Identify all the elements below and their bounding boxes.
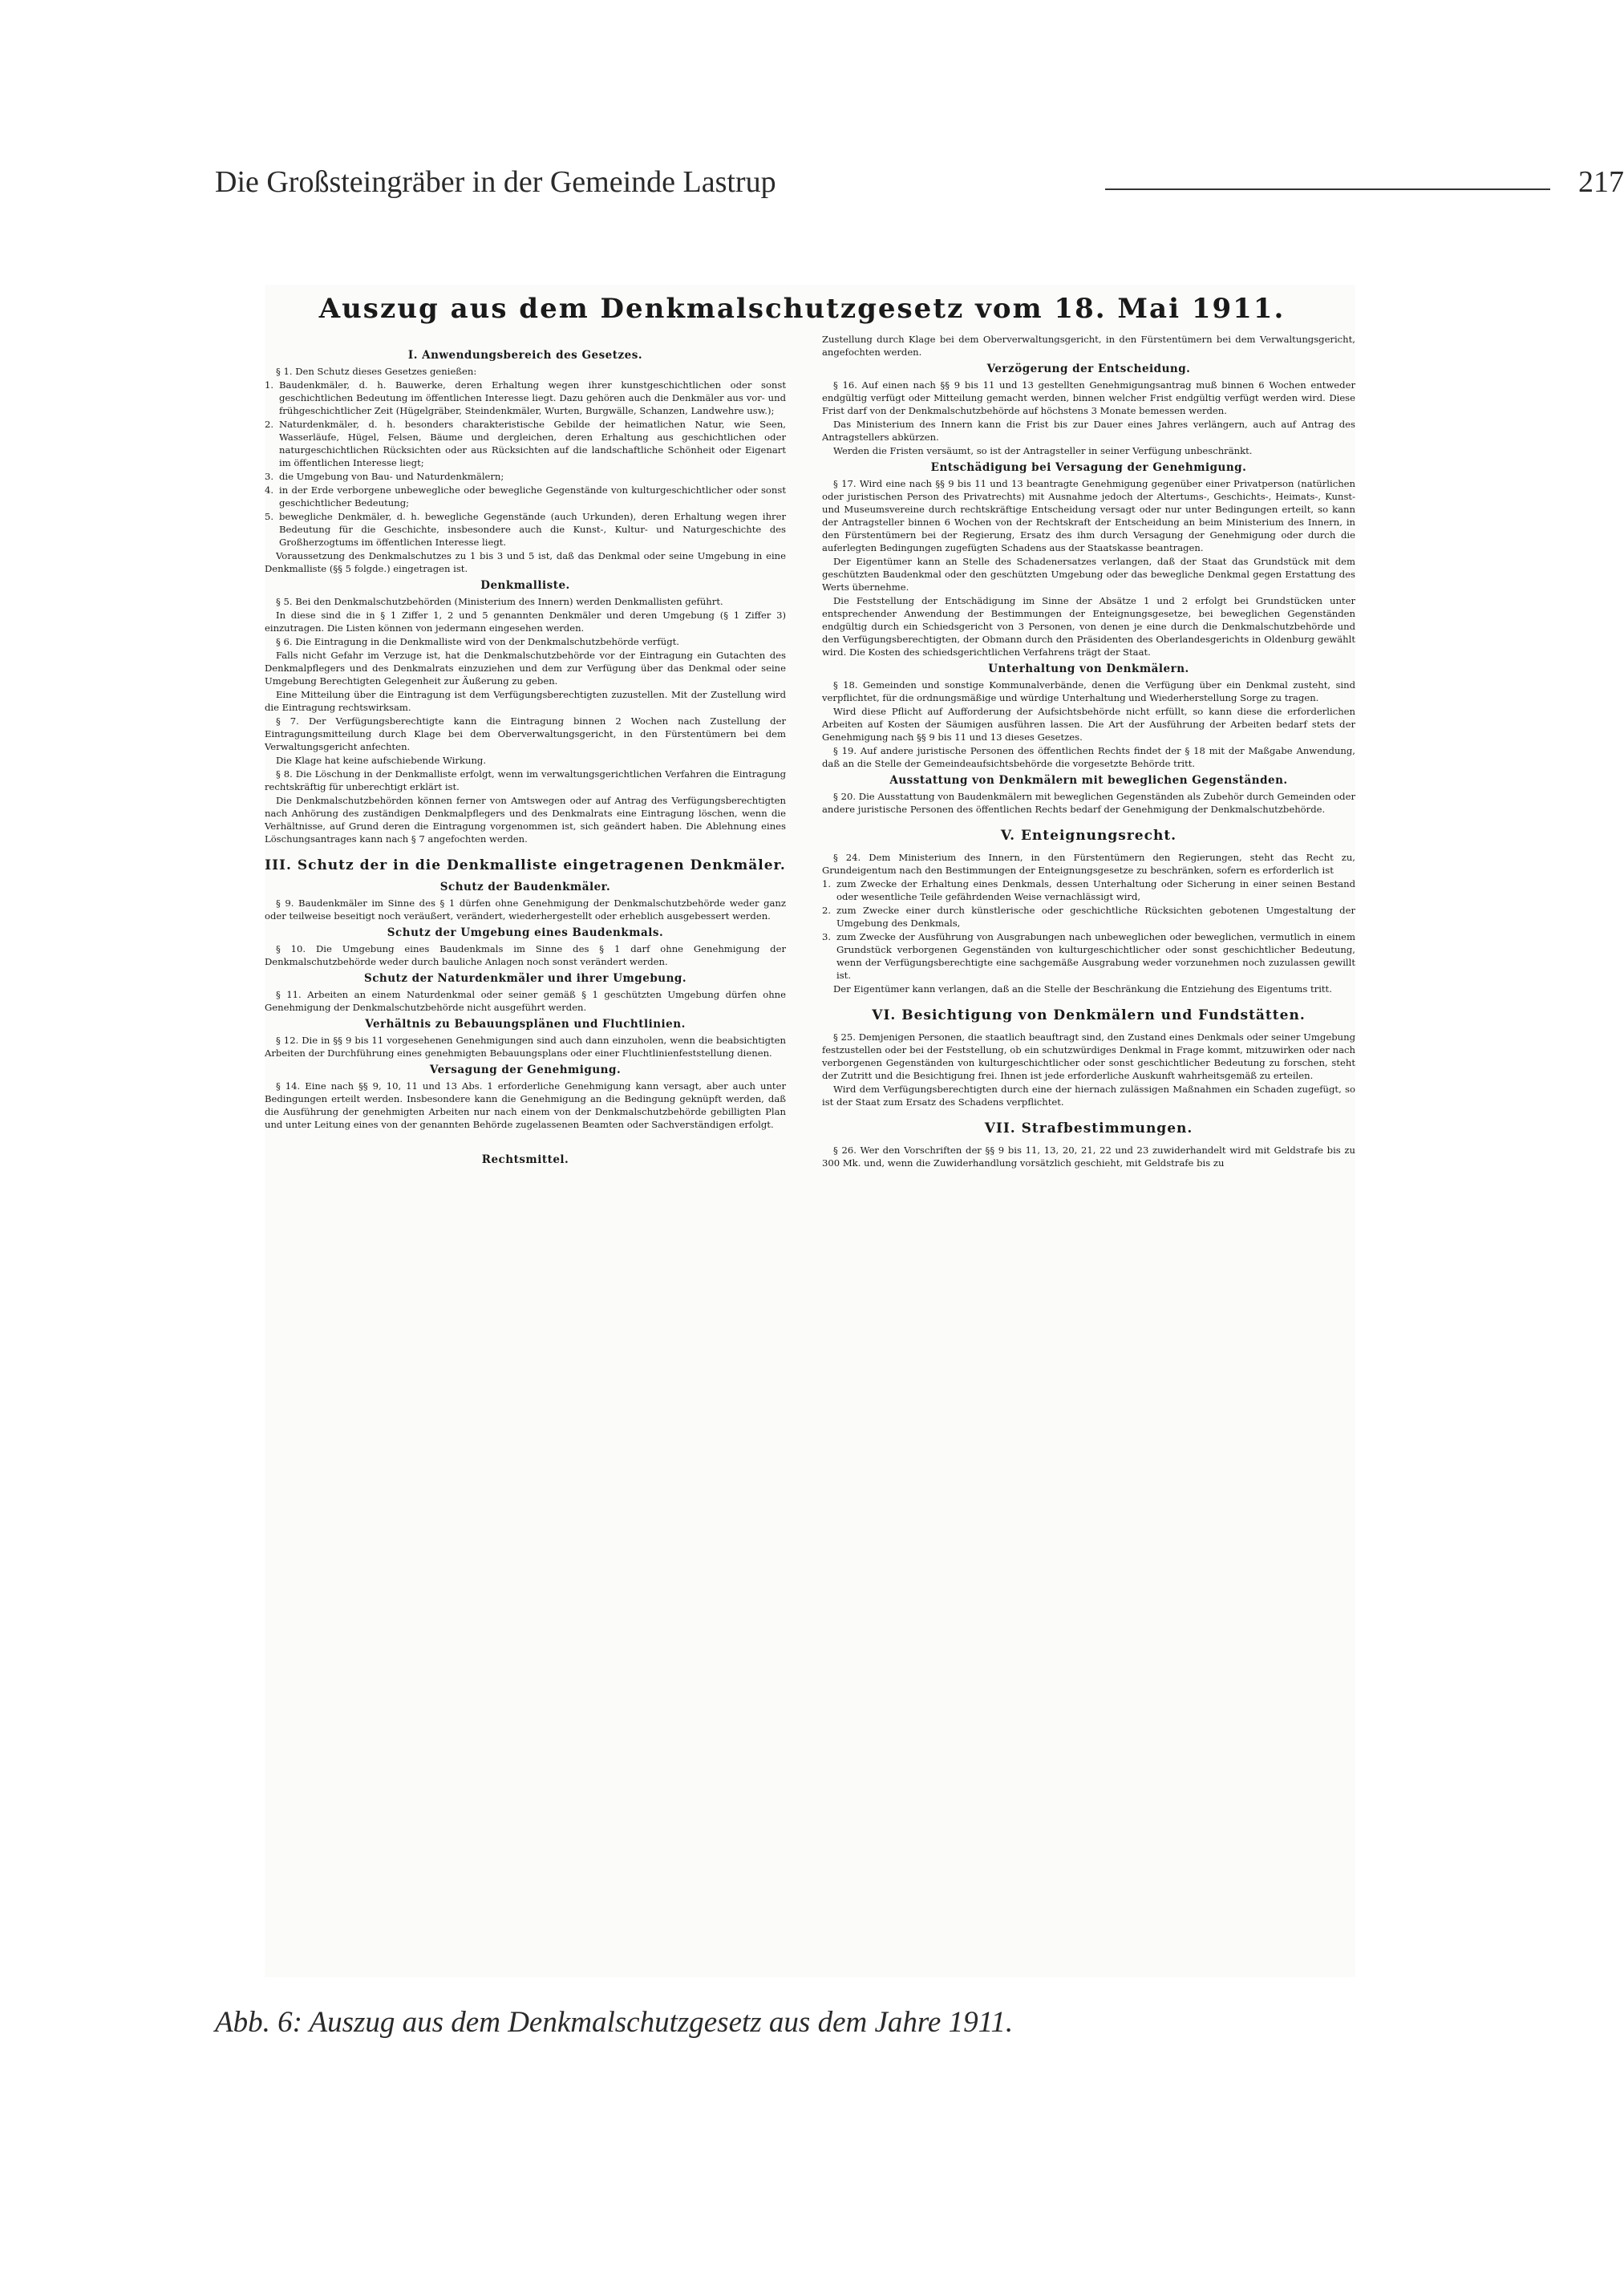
paragraph: § 16. Auf einen nach §§ 9 bis 11 und 13 gestellten Genehmigungsantrag muß binnen 6 Wochen entweder endgültig verfügt oder Mitteilung gemacht werden, binnen welcher Frist endgültig verfügt werden wird. Diese Frist darf von der Denkmalschutzbehörde auf höchstens 3 Monate bemessen werden.: [822, 379, 1355, 416]
item-number: 3.: [265, 471, 274, 482]
section-heading: Schutz der Umgebung eines Baudenkmals.: [387, 926, 664, 939]
item-number: 4.: [265, 484, 274, 496]
header-rule: [1105, 188, 1550, 190]
paragraph: § 1. Den Schutz dieses Gesetzes genießen:: [276, 366, 477, 377]
paragraph: § 18. Gemeinden und sonstige Kommunalverbände, denen die Verfügung über ein Denkmal zusteht, sind verpflichtet, für die ordnungsmäßige und würdige Unterhaltung und Wiederherstellung Sorge zu tragen.: [822, 679, 1355, 703]
paragraph: § 11. Arbeiten an einem Naturdenkmal oder seiner gemäß § 1 geschützten Umgebung dürfen ohne Genehmigung der Denkmalschutzbehörde nicht ausgeführt werden.: [265, 989, 786, 1013]
item-text: die Umgebung von Bau- und Naturdenkmälern;: [279, 471, 504, 482]
paragraph: Der Eigentümer kann verlangen, daß an die Stelle der Beschränkung die Entziehung des Eigentums tritt.: [833, 983, 1332, 995]
part-heading: V. Enteignungsrecht.: [1000, 828, 1177, 844]
paragraph: § 12. Die in §§ 9 bis 11 vorgesehenen Genehmigungen sind auch dann einzuholen, wenn die beabsichtigten Arbeiten der Durchführung eines genehmigten Bebauungsplans oder einer Fluchtlinienfeststellung dienen.: [265, 1035, 786, 1059]
part-heading: VI. Besichtigung von Denkmälern und Fundstätten.: [872, 1007, 1306, 1023]
paragraph: Die Klage hat keine aufschiebende Wirkung.: [276, 755, 487, 766]
item-text: in der Erde verborgene unbewegliche oder bewegliche Gegenstände von kulturgeschichtlicher oder sonst geschichtlicher Bedeutung;: [279, 484, 786, 508]
document-title: Auszug aus dem Denkmalschutzgesetz vom 18. Mai 1911.: [318, 293, 1286, 325]
section-heading: I. Anwendungsbereich des Gesetzes.: [407, 349, 643, 362]
section-heading: Schutz der Naturdenkmäler und ihrer Umgebung.: [363, 972, 687, 985]
item-text: bewegliche Denkmäler, d. h. bewegliche Gegenstände (auch Urkunden), deren Erhaltung wegen ihrer Bedeutung für die Geschichte, insbesondere auch die Kunst-, Kultur- und Naturgeschichte des Großherzogtums im öffentlichen Interesse liegt.: [279, 511, 786, 548]
item-number: 2.: [265, 419, 274, 430]
item-number: 5.: [265, 511, 274, 522]
paragraph: Eine Mitteilung über die Eintragung ist dem Verfügungsberechtigten zuzustellen. Mit der Zustellung wird die Eintragung rechtswirksam.: [265, 689, 786, 713]
paragraph: Der Eigentümer kann an Stelle des Schadenersatzes verlangen, daß der Staat das Grundstück mit dem geschützten Baudenkmal oder den geschützten Umgebung oder das bewegliche Denkmal gegen Erstattung des Werts übernehme.: [822, 556, 1355, 593]
paragraph: Voraussetzung des Denkmalschutzes zu 1 bis 3 und 5 ist, daß das Denkmal oder seine Umgebung in eine Denkmalliste (§§ 5 folgde.) eingetragen ist.: [265, 550, 786, 574]
paragraph: § 24. Dem Ministerium des Innern, in den Fürstentümern den Regierungen, steht das Recht zu, Grundeigentum nach den Bestimmungen der Enteignungsgesetze zu beschränken, sofern es erforderlich ist: [822, 852, 1355, 876]
part-heading: III. Schutz der in die Denkmalliste eingetragenen Denkmäler.: [265, 857, 786, 873]
list-item: [265, 418, 786, 469]
figure-caption: Abb. 6: Auszug aus dem Denkmalschutzgesetz aus dem Jahre 1911.: [215, 2006, 1014, 2039]
section-heading: Entschädigung bei Versagung der Genehmigung.: [930, 461, 1247, 474]
item-number: 1.: [822, 878, 832, 889]
paragraph: Wird diese Pflicht auf Aufforderung der Aufsichtsbehörde nicht erfüllt, so kann diese die erforderlichen Arbeiten auf Kosten der Säumigen ausführen lassen. Die Art der Ausführung der Arbeiten bedarf stets der Genehmigung nach §§ 9 bis 11 und 13 dieses Gesetzes.: [822, 706, 1355, 743]
paragraph: Werden die Fristen versäumt, so ist der Antragsteller in seiner Verfügung unbeschränkt.: [833, 445, 1253, 456]
paragraph: § 25. Demjenigen Personen, die staatlich beauftragt sind, den Zustand eines Denkmals oder seiner Umgebung festzustellen oder bei der Feststellung, ob ein schutzwürdiges Denkmal in Frage kommt, mitzuwirken oder nach verborgenen Gegenständen von kulturgeschichtlicher oder sonst geschichtlicher Bedeutung zu forschen, steht der Zutritt und die Besichtigung frei. Ihnen ist jede erforderliche Auskunft wahrheitsgemäß zu erteilen.: [822, 1031, 1355, 1081]
section-heading: Schutz der Baudenkmäler.: [439, 881, 611, 893]
left-column: [265, 345, 786, 1169]
running-header: [215, 164, 1624, 213]
paragraph: § 6. Die Eintragung in die Denkmalliste wird von der Denkmalschutzbehörde verfügt.: [276, 636, 679, 647]
section-heading: Rechtsmittel.: [481, 1153, 569, 1166]
paragraph: § 7. Der Verfügungsberechtigte kann die Eintragung binnen 2 Wochen nach Zustellung der Eintragungsmitteilung durch Klage bei dem Oberverwaltungsgericht, in den Fürstentümern bei dem Verwaltungsgericht anfechten.: [265, 715, 786, 752]
item-text: Naturdenkmäler, d. h. besonders charakteristische Gebilde der heimatlichen Natur, wie Seen, Wasserläufe, Hügel, Felsen, Bäume und dergleichen, deren Erhaltung aus geschichtlichen oder naturgeschichtlichen Rücksichten oder aus Rücksichten auf die landschaftliche Schönheit oder Eigenart im öffentlichen Interesse liegt;: [279, 419, 786, 468]
section-heading: Versagung der Genehmigung.: [429, 1064, 622, 1076]
running-title: Die Großsteingräber in der Gemeinde Lastrup: [215, 165, 776, 199]
paragraph: In diese sind die in § 1 Ziffer 1, 2 und 5 genannten Denkmäler und deren Umgebung (§ 1 Ziffer 3) einzutragen. Die Listen können von jedermann eingesehen werden.: [265, 610, 786, 634]
page-number: 217: [1578, 165, 1624, 199]
paragraph: § 9. Baudenkmäler im Sinne des § 1 dürfen ohne Genehmigung der Denkmalschutzbehörde weder ganz oder teilweise beseitigt noch veräußert, verändert, wiederhergestellt oder erheblich ausgebessert werden.: [265, 897, 786, 922]
scanned-law-excerpt: [265, 285, 1355, 1977]
paragraph: § 8. Die Löschung in der Denkmalliste erfolgt, wenn im verwaltungsgerichtlichen Verfahren die Eintragung rechtskräftig für unberechtigt erklärt ist.: [265, 768, 786, 792]
item-text: zum Zwecke einer durch künstlerische oder geschichtliche Rücksichten gebotenen Umgestaltung der Umgebung des Denkmals,: [836, 905, 1355, 929]
section-heading: Verhältnis zu Bebauungsplänen und Fluchtlinien.: [365, 1018, 686, 1031]
paragraph: § 17. Wird eine nach §§ 9 bis 11 und 13 beantragte Genehmigung gegenüber einer Privatperson (natürlichen oder juristischen Person des Privatrechts) mit Ausnahme jedoch der Altertums-, Geschichts-, Heimats-, Kunst- und Museumsvereine durch rechtskräftige Entscheidung versagt oder nur unter Bedingungen erteilt, so kann der Antragsteller binnen 6 Wochen von der Rechtskraft der Entscheidung an beim Ministerium des Innern, in den Fürstentümern bei der Regierung, Ersatz des ihm durch Versagung der Genehmigung oder durch die auferlegten Bedingungen zugefügten Schadens aus der Staatskasse beantragen.: [822, 478, 1355, 553]
section-heading: Denkmalliste.: [480, 579, 570, 592]
paragraph: § 26. Wer den Vorschriften der §§ 9 bis 11, 13, 20, 21, 22 und 23 zuwiderhandelt wird mit Geldstrafe bis zu 300 Mk. und, wenn die Zuwiderhandlung vorsätzlich geschieht, mit Geldstrafe bis zu: [822, 1145, 1355, 1169]
paragraph: Die Denkmalschutzbehörden können ferner von Amtswegen oder auf Antrag des Verfügungsberechtigten nach Anhörung des zuständigen Denkmalpflegers und des Denkmalrats eine Eintragung löschen, wenn die Verhältnisse, auf Grund deren die Eintragung vorgenommen ist, sich geändert haben. Die Ablehnung eines Löschungsantrages kann nach § 7 angefochten werden.: [265, 795, 786, 845]
paragraph: Wird dem Verfügungsberechtigten durch eine der hiernach zulässigen Maßnahmen ein Schaden zugefügt, so ist der Staat zum Ersatz des Schadens verpflichtet.: [822, 1084, 1355, 1108]
paragraph: Falls nicht Gefahr im Verzuge ist, hat die Denkmalschutzbehörde vor der Eintragung ein Gutachten des Denkmalpflegers und des Denkmalrats einzuziehen und dem zur Verfügung über das Denkmal oder seine Umgebung Berechtigten Gelegenheit zur Äußerung zu geben.: [265, 650, 786, 687]
paragraph: § 19. Auf andere juristische Personen des öffentlichen Rechts findet der § 18 mit der Maßgabe Anwendung, daß an die Stelle der Gemeindeaufsichtsbehörde die vorgesetzte Behörde tritt.: [822, 745, 1355, 769]
list-item: [265, 510, 786, 549]
item-text: Baudenkmäler, d. h. Bauwerke, deren Erhaltung wegen ihrer kunstgeschichtlichen oder sonst geschichtlichen Bedeutung im öffentlichen Interesse liegt. Dazu gehören auch die Denkmäler aus vor- und frühgeschichtlicher Zeit (Hügelgräber, Steindenkmäler, Wurten, Burgwälle, Schanzen, Landwehre usw.);: [279, 379, 786, 416]
list-item: [265, 470, 786, 483]
paragraph: § 5. Bei den Denkmalschutzbehörden (Ministerium des Innern) werden Denkmallisten geführt.: [276, 596, 723, 607]
item-text: zum Zwecke der Erhaltung eines Denkmals, dessen Unterhaltung oder Sicherung in einer seinen Bestand oder wesentliche Teile gefährdenden Weise vernachlässigt wird,: [836, 878, 1355, 902]
paragraph: § 14. Eine nach §§ 9, 10, 11 und 13 Abs. 1 erforderliche Genehmigung kann versagt, aber auch unter Bedingungen erteilt werden. Insbesondere kann die Genehmigung an die Bedingung geknüpft werden, daß die Ausführung der genehmigten Arbeiten nur nach einem von der Denkmalschutzbehörde gebilligten Plan und unter Leitung eines von der genannten Behörde zugelassenen Beamten oder Sachverständigen erfolgt.: [265, 1080, 786, 1130]
paragraph: Das Ministerium des Innern kann die Frist bis zur Dauer eines Jahres verlängern, auch auf Antrag des Antragstellers abkürzen.: [822, 419, 1355, 443]
section-heading: Unterhaltung von Denkmälern.: [988, 662, 1189, 675]
item-text: zum Zwecke der Ausführung von Ausgrabungen nach unbeweglichen oder beweglichen, vermutlich in einem Grundstück verborgenen Gegenständen von kulturgeschichtlicher oder sonst geschichtlicher Bedeutung, wenn der Verfügungsberechtigte eine sachgemäße Ausgrabung weder vorzunehmen noch zuzulassen gewillt ist.: [836, 931, 1355, 981]
section-heading: Verzögerung der Entscheidung.: [986, 363, 1191, 375]
paragraph: § 10. Die Umgebung eines Baudenkmals im Sinne des § 1 darf ohne Genehmigung der Denkmalschutzbehörde weder durch bauliche Anlagen noch sonst verändert werden.: [265, 943, 786, 967]
section-heading: Ausstattung von Denkmälern mit beweglichen Gegenständen.: [889, 774, 1288, 787]
item-number: 3.: [822, 931, 832, 942]
list-item: [265, 484, 786, 509]
item-number: 2.: [822, 905, 832, 916]
list-item: [822, 904, 1355, 930]
list-item: [265, 379, 786, 417]
list-item: [822, 930, 1355, 982]
right-column: [822, 333, 1355, 1170]
item-number: 1.: [265, 379, 274, 391]
part-heading: VII. Strafbestimmungen.: [984, 1120, 1193, 1136]
list-item: [822, 877, 1355, 903]
paragraph: Die Feststellung der Entschädigung im Sinne der Absätze 1 und 2 erfolgt bei Grundstücken unter entsprechender Anwendung der Bestimmungen der Enteignungsgesetze, bei beweglichen Gegenständen endgültig durch ein Schiedsgericht von 3 Personen, von denen je eine durch die Denkmalschutzbehörde und den Verfügungsberechtigten, der Obmann durch den Präsidenten des Oberlandesgerichts in Oldenburg gewählt wird. Die Kosten des schiedsgerichtlichen Verfahrens trägt der Staat.: [822, 595, 1355, 658]
paragraph: § 20. Die Ausstattung von Baudenkmälern mit beweglichen Gegenständen als Zubehör durch Gemeinden oder andere juristische Personen des öffentlichen Rechts bedarf der Genehmigung der Denkmalschutzbehörde.: [822, 791, 1355, 815]
paragraph: Zustellung durch Klage bei dem Oberverwaltungsgericht, in den Fürstentümern bei dem Verwaltungsgericht, angefochten werden.: [822, 334, 1355, 358]
